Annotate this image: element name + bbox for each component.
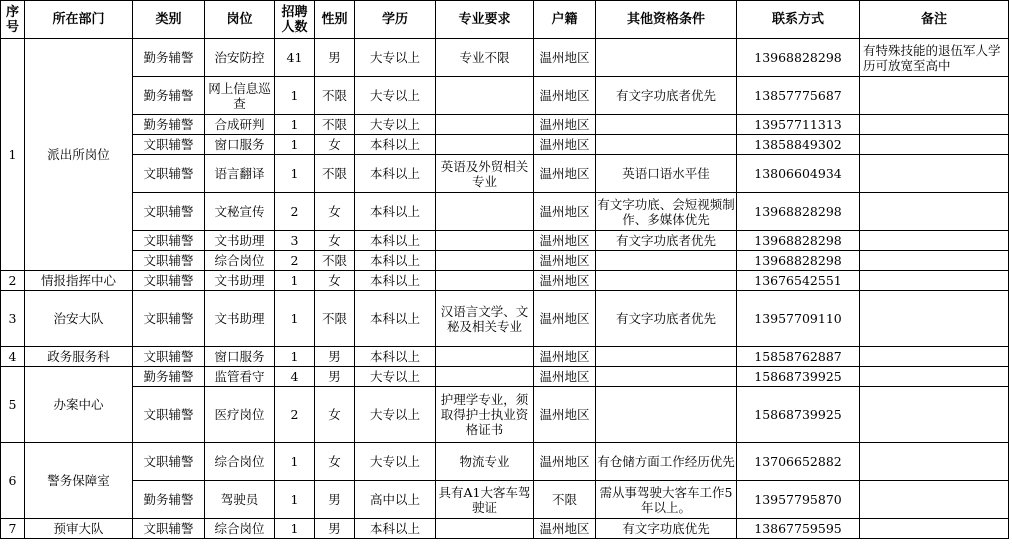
cell-count: 1 <box>275 481 315 519</box>
cell-other-conditions: 有文字功底者优先 <box>596 231 737 251</box>
cell-other-conditions: 有文字功底者优先 <box>596 291 737 347</box>
cell-remark <box>860 231 1009 251</box>
cell-household: 温州地区 <box>534 231 596 251</box>
cell-other-conditions <box>596 387 737 443</box>
cell-category: 文职辅警 <box>133 443 205 481</box>
cell-household: 温州地区 <box>534 39 596 77</box>
table-row <box>1 387 1009 443</box>
cell-gender: 不限 <box>315 115 355 135</box>
cell-category: 文职辅警 <box>133 291 205 347</box>
cell-count: 3 <box>275 231 315 251</box>
cell-major: 汉语言文学、文秘及相关专业 <box>436 291 534 347</box>
cell-post: 文书助理 <box>205 291 275 347</box>
table-row <box>1 347 1009 367</box>
table-row <box>1 77 1009 115</box>
header-contact: 联系方式 <box>737 1 860 39</box>
cell-major <box>436 193 534 231</box>
cell-department: 政务服务科 <box>25 347 133 367</box>
cell-household: 温州地区 <box>534 347 596 367</box>
cell-remark <box>860 291 1009 347</box>
cell-count: 1 <box>275 77 315 115</box>
cell-contact: 13706652882 <box>737 443 860 481</box>
cell-post: 监管看守 <box>205 367 275 387</box>
table-row <box>1 115 1009 135</box>
cell-post: 医疗岗位 <box>205 387 275 443</box>
header-gender: 性别 <box>315 1 355 39</box>
cell-other-conditions <box>596 135 737 155</box>
cell-household: 温州地区 <box>534 155 596 193</box>
cell-household: 温州地区 <box>534 519 596 539</box>
cell-contact: 13957711313 <box>737 115 860 135</box>
cell-post: 窗口服务 <box>205 135 275 155</box>
cell-household: 温州地区 <box>534 291 596 347</box>
cell-category: 文职辅警 <box>133 155 205 193</box>
cell-contact: 13968828298 <box>737 231 860 251</box>
cell-count: 1 <box>275 443 315 481</box>
cell-seq: 4 <box>1 347 25 367</box>
header-education: 学历 <box>355 1 436 39</box>
table-row <box>1 443 1009 481</box>
table-row <box>1 271 1009 291</box>
cell-remark <box>860 347 1009 367</box>
cell-household: 温州地区 <box>534 271 596 291</box>
cell-contact: 13968828298 <box>737 39 860 77</box>
cell-post: 窗口服务 <box>205 347 275 367</box>
cell-major <box>436 251 534 271</box>
cell-other-conditions <box>596 347 737 367</box>
cell-remark <box>860 155 1009 193</box>
cell-contact: 13968828298 <box>737 251 860 271</box>
cell-other-conditions: 英语口语水平佳 <box>596 155 737 193</box>
cell-contact: 15868739925 <box>737 387 860 443</box>
cell-category: 勤务辅警 <box>133 115 205 135</box>
cell-household: 不限 <box>534 481 596 519</box>
cell-count: 1 <box>275 115 315 135</box>
cell-count: 1 <box>275 135 315 155</box>
cell-gender: 女 <box>315 231 355 251</box>
cell-post: 文书助理 <box>205 271 275 291</box>
cell-remark <box>860 367 1009 387</box>
cell-major <box>436 135 534 155</box>
cell-contact: 13957709110 <box>737 291 860 347</box>
cell-gender: 女 <box>315 135 355 155</box>
cell-category: 文职辅警 <box>133 347 205 367</box>
cell-category: 文职辅警 <box>133 231 205 251</box>
cell-other-conditions <box>596 271 737 291</box>
cell-remark <box>860 77 1009 115</box>
cell-contact: 13676542551 <box>737 271 860 291</box>
table-row <box>1 481 1009 519</box>
header-remark: 备注 <box>860 1 1009 39</box>
cell-remark: 有特殊技能的退伍军人学历可放宽至高中 <box>860 39 1009 77</box>
cell-remark <box>860 443 1009 481</box>
cell-household: 温州地区 <box>534 443 596 481</box>
cell-education: 大专以上 <box>355 77 436 115</box>
table-row <box>1 155 1009 193</box>
cell-gender: 女 <box>315 193 355 231</box>
cell-remark <box>860 193 1009 231</box>
cell-gender: 不限 <box>315 77 355 115</box>
cell-gender: 女 <box>315 271 355 291</box>
cell-post: 综合岗位 <box>205 443 275 481</box>
cell-category: 勤务辅警 <box>133 39 205 77</box>
cell-seq: 3 <box>1 291 25 347</box>
cell-category: 文职辅警 <box>133 519 205 539</box>
cell-gender: 不限 <box>315 291 355 347</box>
cell-education: 本科以上 <box>355 135 436 155</box>
cell-department: 预审大队 <box>25 519 133 539</box>
cell-remark <box>860 251 1009 271</box>
cell-major: 物流专业 <box>436 443 534 481</box>
cell-remark <box>860 115 1009 135</box>
cell-other-conditions <box>596 251 737 271</box>
cell-post: 合成研判 <box>205 115 275 135</box>
cell-education: 本科以上 <box>355 271 436 291</box>
cell-count: 1 <box>275 347 315 367</box>
cell-gender: 不限 <box>315 251 355 271</box>
cell-count: 1 <box>275 291 315 347</box>
cell-education: 大专以上 <box>355 115 436 135</box>
cell-education: 大专以上 <box>355 387 436 443</box>
header-category: 类别 <box>133 1 205 39</box>
cell-major <box>436 231 534 251</box>
cell-post: 综合岗位 <box>205 251 275 271</box>
cell-department: 治安大队 <box>25 291 133 347</box>
header-department: 所在部门 <box>25 1 133 39</box>
cell-post: 驾驶员 <box>205 481 275 519</box>
table-row <box>1 135 1009 155</box>
cell-education: 本科以上 <box>355 155 436 193</box>
cell-count: 4 <box>275 367 315 387</box>
cell-education: 本科以上 <box>355 193 436 231</box>
cell-education: 本科以上 <box>355 519 436 539</box>
cell-category: 勤务辅警 <box>133 481 205 519</box>
table-row <box>1 251 1009 271</box>
cell-other-conditions: 有文字功底优先 <box>596 519 737 539</box>
header-major: 专业要求 <box>436 1 534 39</box>
cell-count: 1 <box>275 155 315 193</box>
cell-remark <box>860 519 1009 539</box>
cell-major <box>436 347 534 367</box>
cell-education: 本科以上 <box>355 231 436 251</box>
cell-department: 警务保障室 <box>25 443 133 519</box>
cell-category: 文职辅警 <box>133 135 205 155</box>
cell-category: 文职辅警 <box>133 193 205 231</box>
cell-education: 高中以上 <box>355 481 436 519</box>
cell-education: 大专以上 <box>355 39 436 77</box>
cell-gender: 男 <box>315 347 355 367</box>
header-row <box>1 1 1009 39</box>
cell-count: 41 <box>275 39 315 77</box>
table-row <box>1 367 1009 387</box>
cell-remark <box>860 271 1009 291</box>
cell-household: 温州地区 <box>534 193 596 231</box>
cell-other-conditions: 有文字功底者优先 <box>596 77 737 115</box>
cell-seq: 2 <box>1 271 25 291</box>
cell-category: 文职辅警 <box>133 387 205 443</box>
cell-contact: 13968828298 <box>737 193 860 231</box>
cell-major <box>436 367 534 387</box>
cell-count: 2 <box>275 193 315 231</box>
cell-remark <box>860 481 1009 519</box>
cell-post: 综合岗位 <box>205 519 275 539</box>
cell-gender: 男 <box>315 367 355 387</box>
cell-education: 本科以上 <box>355 347 436 367</box>
table-row <box>1 291 1009 347</box>
cell-contact: 13957795870 <box>737 481 860 519</box>
cell-category: 文职辅警 <box>133 251 205 271</box>
header-other-conditions: 其他资格条件 <box>596 1 737 39</box>
header-post: 岗位 <box>205 1 275 39</box>
table-row <box>1 519 1009 539</box>
cell-category: 文职辅警 <box>133 271 205 291</box>
cell-gender: 男 <box>315 481 355 519</box>
cell-contact: 15868739925 <box>737 367 860 387</box>
cell-post: 网上信息巡查 <box>205 77 275 115</box>
cell-major: 专业不限 <box>436 39 534 77</box>
cell-contact: 13857775687 <box>737 77 860 115</box>
cell-household: 温州地区 <box>534 77 596 115</box>
cell-contact: 13867759595 <box>737 519 860 539</box>
cell-other-conditions <box>596 115 737 135</box>
table-row <box>1 39 1009 77</box>
cell-other-conditions: 需从事驾驶大客车工作5年以上。 <box>596 481 737 519</box>
header-count: 招聘人数 <box>275 1 315 39</box>
cell-education: 大专以上 <box>355 367 436 387</box>
cell-other-conditions <box>596 39 737 77</box>
cell-household: 温州地区 <box>534 367 596 387</box>
cell-household: 温州地区 <box>534 251 596 271</box>
table-row <box>1 231 1009 251</box>
cell-gender: 男 <box>315 39 355 77</box>
cell-count: 2 <box>275 387 315 443</box>
cell-seq: 7 <box>1 519 25 539</box>
cell-count: 2 <box>275 251 315 271</box>
table-row <box>1 193 1009 231</box>
cell-department: 情报指挥中心 <box>25 271 133 291</box>
cell-education: 大专以上 <box>355 443 436 481</box>
cell-post: 治安防控 <box>205 39 275 77</box>
cell-education: 本科以上 <box>355 291 436 347</box>
cell-department: 办案中心 <box>25 367 133 443</box>
cell-major: 护理学专业，须取得护士执业资格证书 <box>436 387 534 443</box>
cell-major: 具有A1大客车驾驶证 <box>436 481 534 519</box>
cell-post: 语言翻译 <box>205 155 275 193</box>
cell-household: 温州地区 <box>534 135 596 155</box>
cell-major <box>436 519 534 539</box>
cell-count: 1 <box>275 519 315 539</box>
cell-category: 勤务辅警 <box>133 367 205 387</box>
cell-major <box>436 271 534 291</box>
cell-contact: 13858849302 <box>737 135 860 155</box>
cell-household: 温州地区 <box>534 115 596 135</box>
cell-gender: 女 <box>315 387 355 443</box>
cell-post: 文书助理 <box>205 231 275 251</box>
cell-remark <box>860 387 1009 443</box>
cell-post: 文秘宣传 <box>205 193 275 231</box>
cell-household: 温州地区 <box>534 387 596 443</box>
cell-gender: 男 <box>315 519 355 539</box>
cell-seq: 6 <box>1 443 25 519</box>
cell-contact: 13806604934 <box>737 155 860 193</box>
cell-department: 派出所岗位 <box>25 39 133 271</box>
cell-gender: 女 <box>315 443 355 481</box>
cell-other-conditions: 有文字功底、会短视频制作、多媒体优先 <box>596 193 737 231</box>
cell-other-conditions <box>596 367 737 387</box>
cell-seq: 1 <box>1 39 25 271</box>
cell-count: 1 <box>275 271 315 291</box>
cell-category: 勤务辅警 <box>133 77 205 115</box>
cell-gender: 不限 <box>315 155 355 193</box>
cell-remark <box>860 135 1009 155</box>
header-household: 户籍 <box>534 1 596 39</box>
cell-major <box>436 115 534 135</box>
cell-major <box>436 77 534 115</box>
cell-contact: 15858762887 <box>737 347 860 367</box>
cell-other-conditions: 有仓储方面工作经历优先 <box>596 443 737 481</box>
cell-education: 本科以上 <box>355 251 436 271</box>
cell-seq: 5 <box>1 367 25 443</box>
cell-major: 英语及外贸相关专业 <box>436 155 534 193</box>
header-seq: 序号 <box>1 1 25 39</box>
